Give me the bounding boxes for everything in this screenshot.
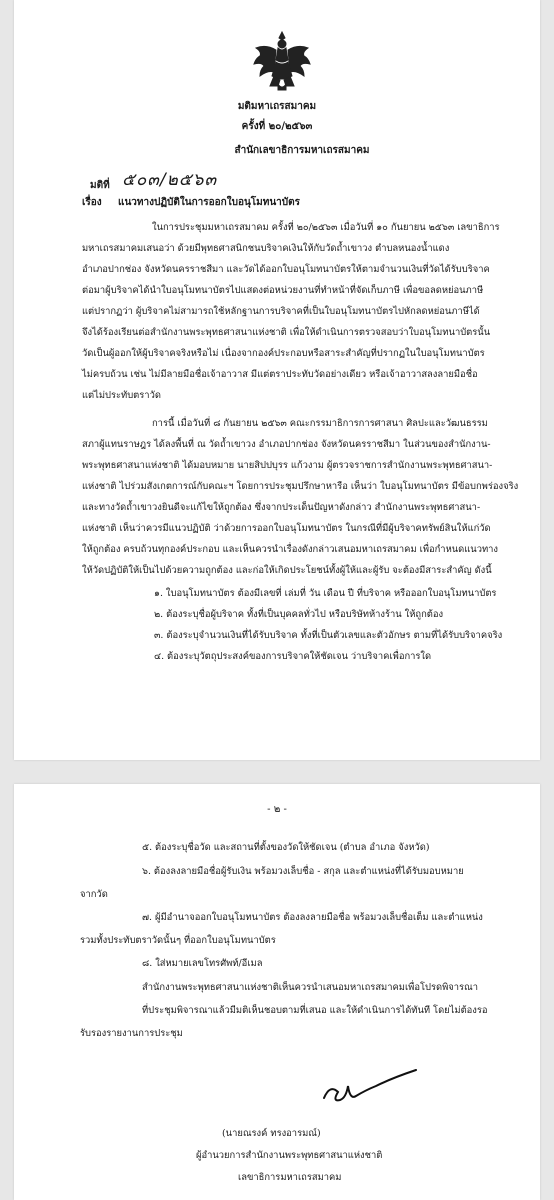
list-item: ๘. ใส่หมายเลขโทรศัพท์/อีเมล <box>142 958 263 969</box>
document-page-2 <box>14 784 540 1200</box>
list-item: ๓. ต้องระบุจำนวนเงินที่ได้รับบริจาค ทั้งที่เป็นตัวเลขและตัวอักษร ตามที่ได้รับบริจาคจริง <box>154 630 503 641</box>
garuda-emblem <box>252 28 312 92</box>
paragraph-line: วัดเป็นผู้ออกให้ผู้บริจาคจริงหรือไม่ เนื่องจากองค์ประกอบหรือสาระสำคัญที่ปรากฏในใบอนุโมทนาบัตร <box>82 348 485 359</box>
list-item-continuation: รวมทั้งประทับตราวัดนั้นๆ ที่ออกใบอนุโมทนาบัตร <box>80 935 276 946</box>
paragraph-line: และทางวัดถ้ำเขาวงยินดีจะแก้ไขให้ถูกต้อง ซึ่งจากประเด็นปัญหาดังกล่าว สำนักงานพระพุทธศาสนา- <box>82 502 481 513</box>
office-name: สำนักเลขาธิการมหาเถรสมาคม <box>234 145 370 156</box>
document-title: มติมหาเถรสมาคม <box>237 101 317 112</box>
paragraph-line: แต่ไม่ประทับตราวัด <box>82 390 161 401</box>
signer-title: ผู้อำนวยการสำนักงานพระพุทธศาสนาแห่งชาติ <box>196 1150 383 1161</box>
paragraph-line: พระพุทธศาสนาแห่งชาติ ได้มอบหมาย นายสิปปบุรร แก้วงาม ผู้ตรวจราชการสำนักงานพระพุทธศาสนา- <box>82 460 493 471</box>
subject-label: เรื่อง <box>82 197 102 208</box>
signer-name: (นายณรงค์ ทรงอารมณ์) <box>222 1128 321 1139</box>
paragraph-line: จึงได้ร้องเรียนต่อสำนักงานพระพุทธศาสนาแห่งชาติ เพื่อให้ดำเนินการตรวจสอบว่าใบอนุโมทนาบัตรนั้น <box>82 327 491 338</box>
list-item: ๖. ต้องลงลายมือชื่อผู้รับเงิน พร้อมวงเล็บชื่อ - สกุล และตำแหน่งที่ได้รับมอบหมาย <box>142 866 464 877</box>
document-page-1 <box>14 0 540 760</box>
signature <box>314 1066 424 1110</box>
paragraph-line: ต่อมาผู้บริจาคได้นำใบอนุโมทนาบัตรไปแสดงต่อหน่วยงานที่ทำหน้าที่จัดเก็บภาษี เพื่อขอลดหย่อนภาษี <box>82 285 484 296</box>
paragraph-line: ในการประชุมมหาเถรสมาคม ครั้งที่ ๒๐/๒๕๖๓ เมื่อวันที่ ๑๐ กันยายน ๒๕๖๓ เลขาธิการ <box>152 222 500 233</box>
paragraph-line: แห่งชาติ ไปร่วมสังเกตการณ์กับคณะฯ โดยการประชุมปรึกษาหารือ เห็นว่า ใบอนุโมทนาบัตร มีข้อบกพร่องจริง <box>82 481 519 492</box>
session-number: ครั้งที่ ๒๐/๒๕๖๓ <box>241 121 313 132</box>
resolution-label: มติที่ <box>90 180 110 191</box>
list-item: ๔. ต้องระบุวัตถุประสงค์ของการบริจาคให้ชัดเจน ว่าบริจาคเพื่อการใด <box>154 651 432 662</box>
list-item: ๗. ผู้มีอำนาจออกใบอนุโมทนาบัตร ต้องลงลายมือชื่อ พร้อมวงเล็บชื่อเต็ม และตำแหน่ง <box>142 912 483 923</box>
paragraph-line: ให้ถูกต้อง ครบถ้วนทุกองค์ประกอบ และเห็นควรนำเรื่องดังกล่าวเสนอมหาเถรสมาคม เพื่อกำหนดแนวทาง <box>82 544 498 555</box>
paragraph-line: สำนักงานพระพุทธศาสนาแห่งชาติเห็นควรนำเสนอมหาเถรสมาคมเพื่อโปรดพิจารณา <box>142 982 478 993</box>
list-item: ๑. ใบอนุโมทนาบัตร ต้องมีเลขที่ เล่มที่ วัน เดือน ปี ที่บริจาค หรือออกใบอนุโมทนาบัตร <box>154 588 497 599</box>
paragraph-line: ไม่ครบถ้วน เช่น ไม่มีลายมือชื่อเจ้าอาวาส มีแต่ตราประทับวัดอย่างเดียว หรือเจ้าอาวาสลงลายมือชื่อ <box>82 369 478 380</box>
paragraph-line: มหาเถรสมาคมเสนอว่า ด้วยมีพุทธศาสนิกชนบริจาคเงินให้กับวัดถ้ำเขาวง ตำบลหนองน้ำแดง <box>82 243 450 254</box>
paragraph-line: การนี้ เมื่อวันที่ ๘ กันยายน ๒๕๖๓ คณะกรรมาธิการการศาสนา ศิลปะและวัฒนธรรม <box>152 418 488 429</box>
paragraph-line: แห่งชาติ เห็นว่าควรมีแนวปฏิบัติ ว่าด้วยการออกใบอนุโมทนาบัตร ในกรณีที่มีผู้บริจาคทรัพย์สินให้แก่วัด <box>82 523 491 534</box>
paragraph-line: แต่ปรากฏว่า ผู้บริจาคไม่สามารถใช้หลักฐานการบริจาคที่เป็นใบอนุโมทนาบัตรไปหักลดหย่อนภาษีได้ <box>82 306 480 317</box>
signer-title: เลขาธิการมหาเถรสมาคม <box>238 1172 342 1183</box>
subject-text: แนวทางปฏิบัติในการออกใบอนุโมทนาบัตร <box>118 197 301 208</box>
paragraph-line: ที่ประชุมพิจารณาแล้วมีมติเห็นชอบตามที่เสนอ และให้ดำเนินการได้ทันที โดยไม่ต้องรอ <box>142 1005 488 1016</box>
list-item: ๒. ต้องระบุชื่อผู้บริจาค ทั้งที่เป็นบุคคลทั่วไป หรือบริษัทห้างร้าน ให้ถูกต้อง <box>154 609 444 620</box>
resolution-number: ๕๐๓/๒๕๖๓ <box>122 170 218 190</box>
list-item: ๕. ต้องระบุชื่อวัด และสถานที่ตั้งของวัดให้ชัดเจน (ตำบล อำเภอ จังหวัด) <box>142 842 430 853</box>
paragraph-line: สภาผู้แทนราษฎร ได้ลงพื้นที่ ณ วัดถ้ำเขาวง อำเภอปากช่อง จังหวัดนครราชสีมา ในส่วนของสำนักงาน- <box>82 439 491 450</box>
list-item-continuation: จากวัด <box>80 889 108 900</box>
paragraph-line: ให้วัดปฏิบัติให้เป็นไปด้วยความถูกต้อง และก่อให้เกิดประโยชน์ทั้งผู้ให้และผู้รับ จะต้องมีสาระสำคัญ ดังนี้ <box>82 565 492 576</box>
paragraph-line: อำเภอปากช่อง จังหวัดนครราชสีมา และวัดได้ออกใบอนุโมทนาบัตรให้ตามจำนวนเงินที่วัดได้รับบริจาค <box>82 264 490 275</box>
page-number: - ๒ - <box>267 804 287 815</box>
paragraph-line: รับรองรายงานการประชุม <box>80 1028 183 1039</box>
